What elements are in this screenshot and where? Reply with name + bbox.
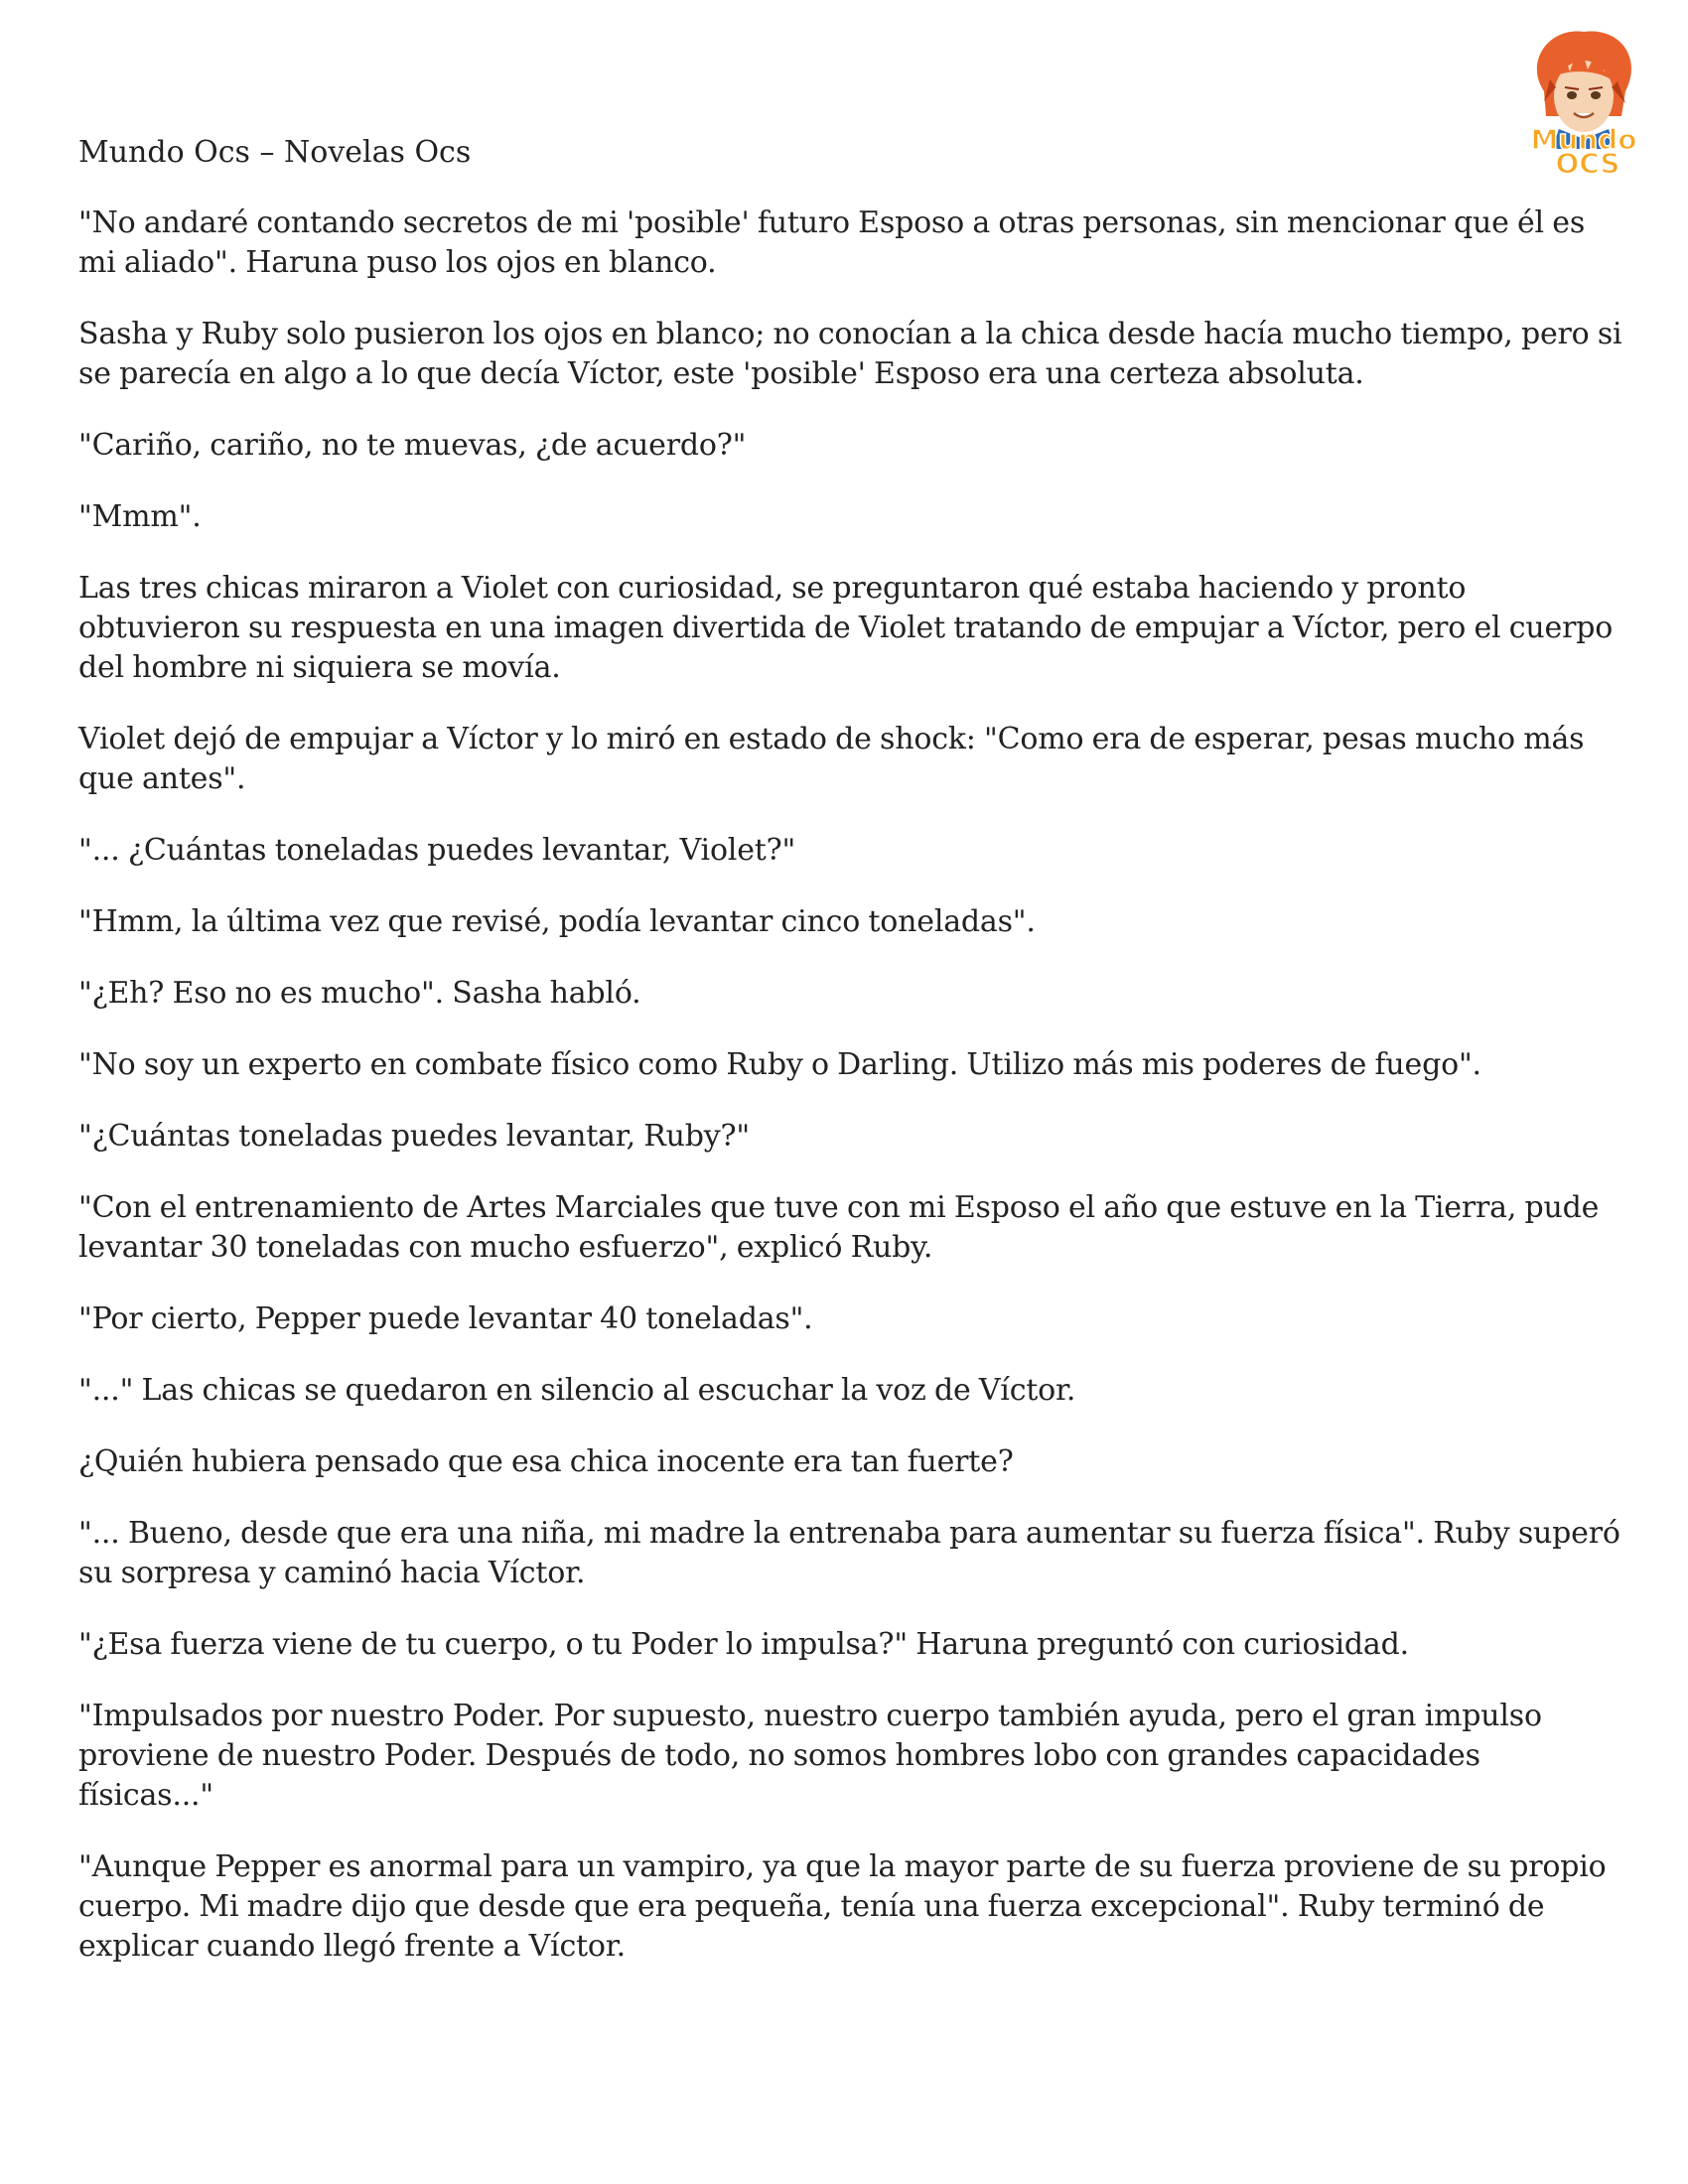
paragraph: "¿Esa fuerza viene de tu cuerpo, o tu Poder lo impulsa?" Haruna preguntó con curiosidad. bbox=[78, 1627, 1409, 1662]
paragraph: "No andaré contando secretos de mi 'posible' futuro Esposo a otras personas, sin mencionar que él es mi aliado". Haruna puso los ojos en blanco. bbox=[78, 205, 1586, 280]
paragraph: "..." Las chicas se quedaron en silencio al escuchar la voz de Víctor. bbox=[78, 1373, 1076, 1408]
logo-icon bbox=[1504, 22, 1663, 181]
logo-text-top: Mundo bbox=[1530, 123, 1637, 156]
paragraph: "Aunque Pepper es anormal para un vampiro, ya que la mayor parte de su fuerza proviene de su propio cuerpo. Mi madre dijo que desde que era pequeña, tenía una fuerza excepcional". Ruby terminó de explicar cuando llegó frente a Víctor. bbox=[78, 1849, 1607, 1964]
paragraph: Violet dejó de empujar a Víctor y lo miró en estado de shock: "Como era de esperar, pesas mucho más que antes". bbox=[78, 722, 1585, 796]
paragraph: "Mmm". bbox=[78, 499, 202, 534]
paragraph: "Por cierto, Pepper puede levantar 40 toneladas". bbox=[78, 1301, 813, 1336]
paragraph: "No soy un experto en combate físico como Ruby o Darling. Utilizo más mis poderes de fuego". bbox=[78, 1047, 1481, 1082]
paragraph: Las tres chicas miraron a Violet con curiosidad, se preguntaron qué estaba haciendo y pronto obtuvieron su respuesta en una imagen divertida de Violet tratando de empujar a Víctor, pero el cuerpo del hombre ni siquiera se movía. bbox=[78, 571, 1614, 685]
logo-text-bottom: OCS bbox=[1555, 147, 1620, 180]
paragraph: "Con el entrenamiento de Artes Marciales que tuve con mi Esposo el año que estuve en la Tierra, pude levantar 30 toneladas con mucho esfuerzo", explicó Ruby. bbox=[78, 1190, 1600, 1265]
mundo-ocs-logo bbox=[1504, 22, 1663, 181]
paragraph: Sasha y Ruby solo pusieron los ojos en blanco; no conocían a la chica desde hacía mucho tiempo, pero si se parecía en algo a lo que decía Víctor, este 'posible' Esposo era una certeza absoluta. bbox=[78, 317, 1622, 391]
paragraph: "Cariño, cariño, no te muevas, ¿de acuerdo?" bbox=[78, 428, 747, 463]
paragraph: "... ¿Cuántas toneladas puedes levantar, Violet?" bbox=[78, 833, 796, 868]
paragraph: "... Bueno, desde que era una niña, mi madre la entrenaba para aumentar su fuerza física". Ruby superó su sorpresa y caminó hacia Víctor. bbox=[78, 1516, 1620, 1590]
paragraph: "¿Cuántas toneladas puedes levantar, Ruby?" bbox=[78, 1119, 751, 1154]
story-text bbox=[78, 204, 1622, 1998]
paragraph: "Impulsados por nuestro Poder. Por supuesto, nuestro cuerpo también ayuda, pero el gran impulso proviene de nuestro Poder. Después de todo, no somos hombres lobo con grandes capacidades físicas..." bbox=[78, 1699, 1542, 1813]
page-header: Mundo Ocs – Novelas Ocs bbox=[78, 135, 472, 170]
paragraph: ¿Quién hubiera pensado que esa chica inocente era tan fuerte? bbox=[78, 1444, 1014, 1479]
paragraph: "Hmm, la última vez que revisé, podía levantar cinco toneladas". bbox=[78, 904, 1036, 939]
paragraph: "¿Eh? Eso no es mucho". Sasha habló. bbox=[78, 976, 641, 1011]
